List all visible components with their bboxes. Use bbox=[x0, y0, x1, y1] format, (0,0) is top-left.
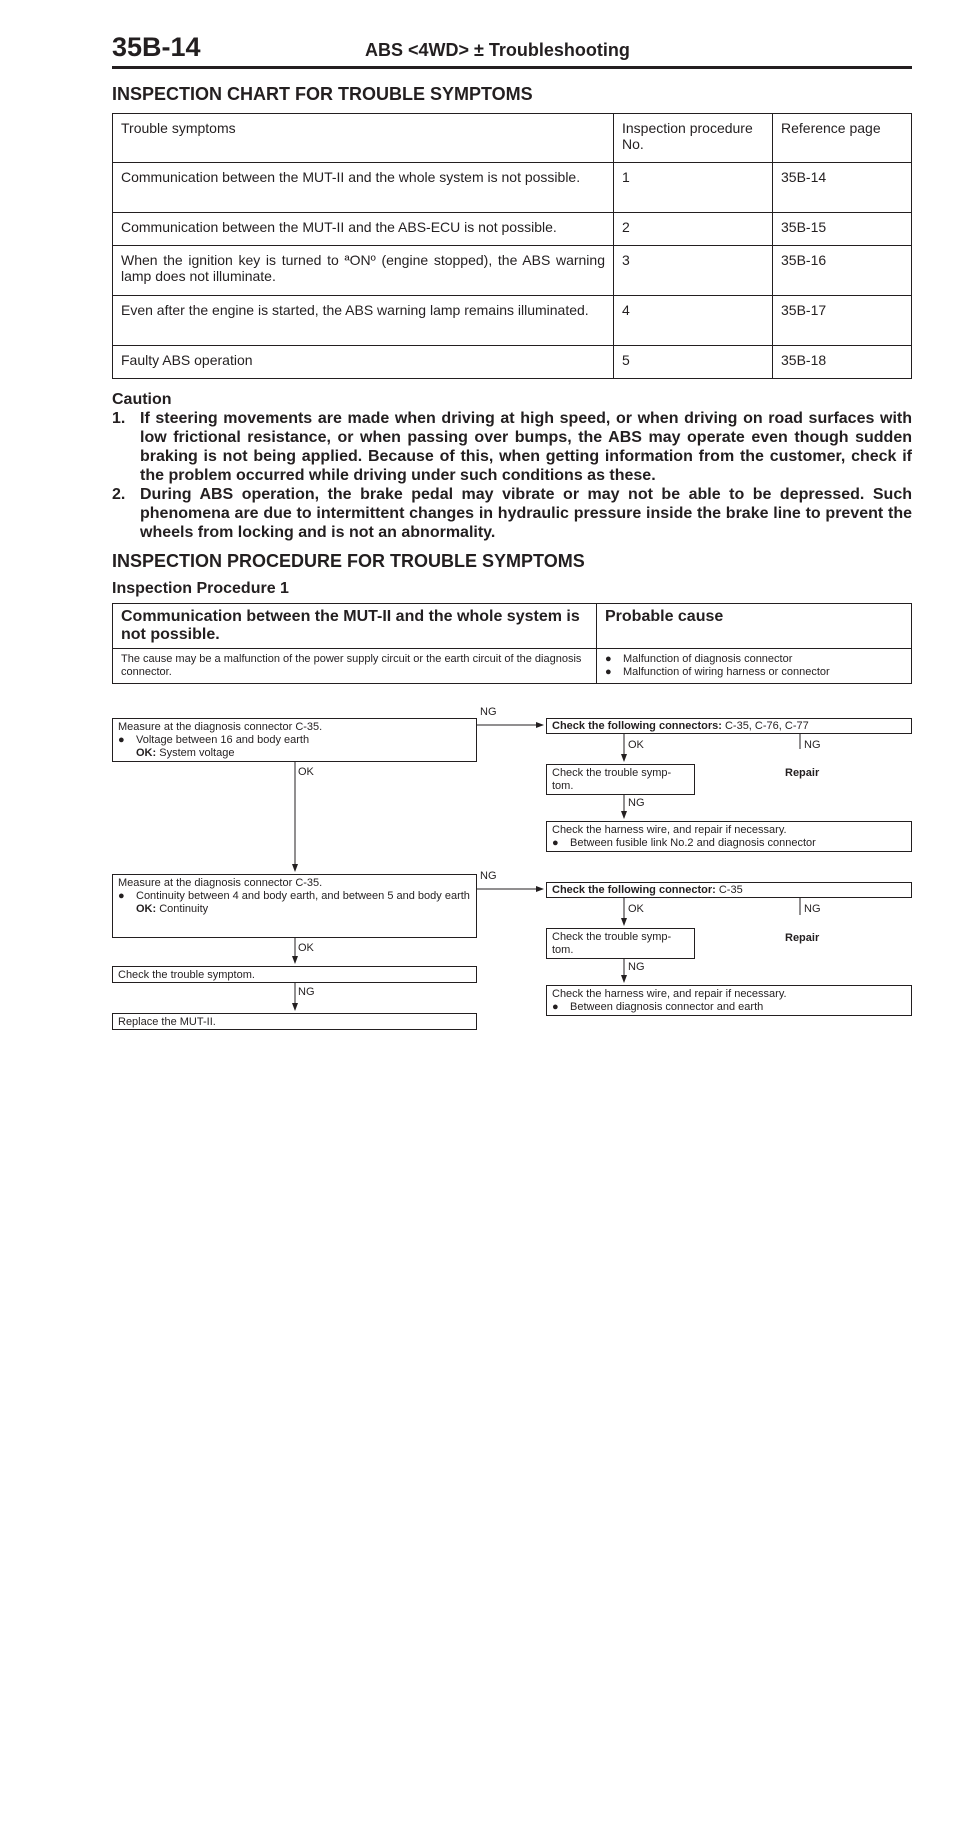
ok-criteria bbox=[118, 747, 471, 760]
column-header-procedure: Inspection procedure No. bbox=[614, 114, 773, 163]
measure-voltage-box bbox=[112, 718, 477, 762]
caution-title: Caution bbox=[112, 391, 172, 408]
reference-cell: 35B-16 bbox=[773, 246, 912, 296]
branch-label-ok: OK bbox=[298, 766, 314, 778]
bullet-icon: ● bbox=[552, 837, 559, 849]
column-header-symptoms: Trouble symptoms bbox=[113, 114, 614, 163]
reference-cell: 35B-14 bbox=[773, 163, 912, 213]
symptom-cell: Even after the engine is started, the ABS warning lamp remains illuminated. bbox=[113, 296, 614, 346]
procedure-cell: 3 bbox=[614, 246, 773, 296]
symptom-cell: Communication between the MUT-II and the whole system is not possible. bbox=[113, 163, 614, 213]
cause-text: Malfunction of wiring harness or connector bbox=[623, 666, 830, 678]
step-text: Measure at the diagnosis connector C-35. bbox=[118, 721, 323, 733]
procedure-cell: 4 bbox=[614, 296, 773, 346]
inspection-chart-heading: INSPECTION CHART FOR TROUBLE SYMPTOMS bbox=[112, 84, 533, 104]
ok-criteria bbox=[118, 903, 471, 916]
procedure-subheading: Inspection Procedure 1 bbox=[112, 580, 289, 597]
caution-number: 2. bbox=[112, 486, 126, 503]
page-title: ABS <4WD> ± Troubleshooting bbox=[365, 40, 630, 60]
bullet-icon: ● bbox=[605, 666, 612, 678]
check-trouble-symptom-box: Check the trouble symp-tom. bbox=[546, 928, 695, 959]
check-symptom-box: Check the trouble symptom. bbox=[112, 966, 477, 983]
probable-cause-header: Probable cause bbox=[597, 604, 912, 649]
branch-label-ng: NG bbox=[480, 706, 497, 718]
ok-value: Continuity bbox=[159, 903, 209, 915]
harness-check-box bbox=[546, 821, 912, 852]
branch-label-ng: NG bbox=[804, 903, 821, 915]
caution-text: During ABS operation, the brake pedal may vibrate or may not be able to be depressed. Such phenomena are due to intermittent changes in hydraulic pressure inside the brake line to prevent the wheels from locking and is not an abnormality. bbox=[140, 486, 912, 541]
reference-cell: 35B-15 bbox=[773, 213, 912, 246]
bullet-icon: ● bbox=[605, 653, 612, 665]
replace-mut-box: Replace the MUT-II. bbox=[112, 1013, 477, 1030]
column-header-reference: Reference page bbox=[773, 114, 912, 163]
step-text: Voltage between 16 and body earth bbox=[136, 734, 310, 746]
branch-label-ng: NG bbox=[804, 739, 821, 751]
reference-cell: 35B-17 bbox=[773, 296, 912, 346]
ok-label: OK: bbox=[136, 903, 157, 915]
procedure-cell: 5 bbox=[614, 346, 773, 379]
step-text: Measure at the diagnosis connector C-35. bbox=[118, 877, 323, 889]
procedure-cell: 2 bbox=[614, 213, 773, 246]
bullet-icon: ● bbox=[118, 734, 125, 746]
measure-continuity-box bbox=[112, 874, 477, 938]
procedure-heading: INSPECTION PROCEDURE FOR TROUBLE SYMPTOMS bbox=[112, 551, 585, 571]
branch-label-ok: OK bbox=[628, 903, 644, 915]
page-number: 35B-14 bbox=[112, 32, 201, 62]
list-item bbox=[118, 734, 471, 747]
check-value: C-35 bbox=[718, 884, 743, 896]
step-text: Continuity between 4 and body earth, and between 5 and body earth bbox=[136, 890, 470, 902]
reference-cell: 35B-18 bbox=[773, 346, 912, 379]
ok-value: System voltage bbox=[159, 747, 235, 759]
list-item bbox=[552, 837, 906, 850]
step-text: Between fusible link No.2 and diagnosis connector bbox=[570, 837, 816, 849]
symptom-cell: Faulty ABS operation bbox=[113, 346, 614, 379]
check-trouble-symptom-box: Check the trouble symp-tom. bbox=[546, 764, 695, 795]
harness-check-box bbox=[546, 985, 912, 1016]
list-item bbox=[552, 1001, 906, 1014]
step-text: Between diagnosis connector and earth bbox=[570, 1001, 764, 1013]
branch-label-ng: NG bbox=[480, 870, 497, 882]
step-text: Check the harness wire, and repair if necessary. bbox=[552, 824, 787, 836]
symptom-cell: Communication between the MUT-II and the ABS-ECU is not possible. bbox=[113, 213, 614, 246]
branch-label-ok: OK bbox=[628, 739, 644, 751]
caution-text: If steering movements are made when driving at high speed, or when driving on road surfaces with low frictional resistance, or when passing over bumps, the ABS may operate even though sudden braking is not being applied. Because of this, when getting information from the customer, check if the problem occurred while driving under such conditions as these. bbox=[140, 410, 912, 484]
bullet-icon: ● bbox=[118, 890, 125, 902]
branch-label-ng: NG bbox=[298, 986, 315, 998]
repair-label: Repair bbox=[785, 767, 820, 779]
procedure-description: The cause may be a malfunction of the power supply circuit or the earth circuit of the diagnosis connector. bbox=[113, 649, 597, 684]
branch-label-ng: NG bbox=[628, 961, 645, 973]
symptom-cell: When the ignition key is turned to ªONº (engine stopped), the ABS warning lamp does not illuminate. bbox=[113, 246, 614, 296]
step-text: Check the harness wire, and repair if necessary. bbox=[552, 988, 787, 1000]
check-connectors-box bbox=[546, 718, 912, 734]
ok-label: OK: bbox=[136, 747, 157, 759]
branch-label-ok: OK bbox=[298, 942, 314, 954]
list-item bbox=[118, 890, 471, 903]
procedure-title: Communication between the MUT-II and the whole system is not possible. bbox=[113, 604, 597, 649]
check-label: Check the following connectors: bbox=[552, 720, 722, 732]
repair-label: Repair bbox=[785, 932, 820, 944]
bullet-icon: ● bbox=[552, 1001, 559, 1013]
procedure-cell: 1 bbox=[614, 163, 773, 213]
check-connector-box bbox=[546, 882, 912, 898]
check-label: Check the following connector: bbox=[552, 884, 716, 896]
branch-label-ng: NG bbox=[628, 797, 645, 809]
check-value: C-35, C-76, C-77 bbox=[724, 720, 809, 732]
cause-text: Malfunction of diagnosis connector bbox=[623, 653, 793, 665]
caution-number: 1. bbox=[112, 410, 126, 427]
